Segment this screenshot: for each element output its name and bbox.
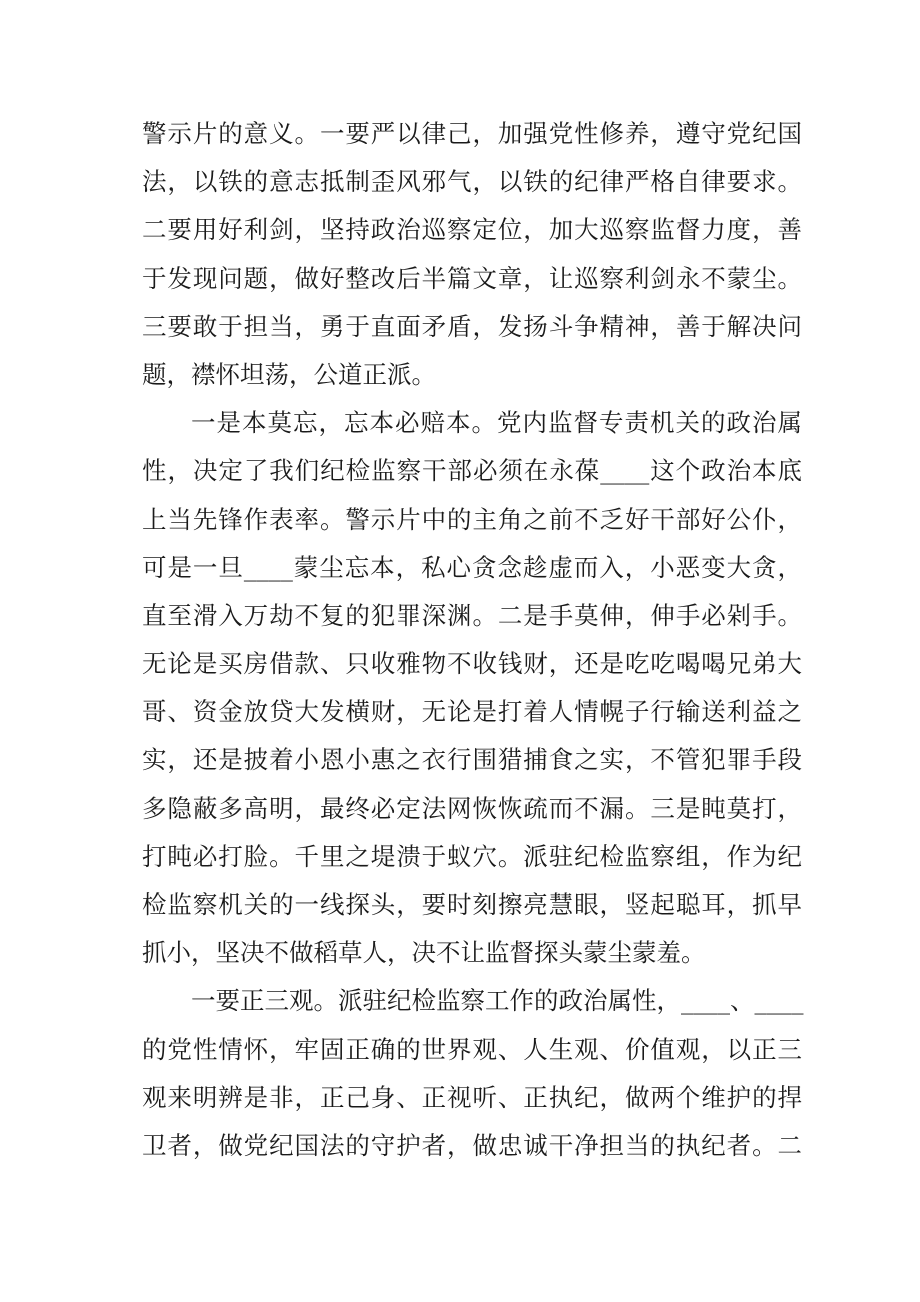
text-line: 警示片的意义。一要严以律己，加强党性修养，遵守党纪国 xyxy=(142,119,802,148)
text-line: 三要敢于担当，勇于直面矛盾，发扬斗争精神，善于解决问 xyxy=(142,311,802,341)
document-body xyxy=(142,110,802,1170)
text-line: 打盹必打脸。千里之堤溃于蚁穴。派驻纪检监察组，作为纪 xyxy=(142,841,802,871)
text-line: 上当先锋作表率。警示片中的主角之前不乏好干部好公仆， xyxy=(142,504,802,534)
text-line: 观来明辨是非，正己身、正视听、正执纪，做两个维护的捍 xyxy=(142,1082,802,1112)
text-line: 哥、资金放贷大发横财，无论是打着人情幌子行输送利益之 xyxy=(142,697,802,727)
text-line: 于发现问题，做好整改后半篇文章，让巡察利剑永不蒙尘。 xyxy=(142,263,802,293)
text-line: 卫者，做党纪国法的守护者，做忠诚干净担当的执纪者。二 xyxy=(142,1130,802,1160)
text-line: 一要正三观。派驻纪检监察工作的政治属性，____、____ xyxy=(191,986,804,1016)
text-line: 性，决定了我们纪检监察干部必须在永葆____这个政治本底 xyxy=(142,456,802,486)
text-line: 无论是买房借款、只收雅物不收钱财，还是吃吃喝喝兄弟大 xyxy=(142,649,802,679)
text-line: 法，以铁的意志抵制歪风邪气，以铁的纪律严格自律要求。 xyxy=(142,167,802,197)
text-line: 抓小，坚决不做稻草人，决不让监督探头蒙尘蒙羞。 xyxy=(142,938,706,968)
text-line: 二要用好利剑，坚持政治巡察定位，加大巡察监督力度，善 xyxy=(142,215,802,245)
text-line: 检监察机关的一线探头，要时刻擦亮慧眼，竖起聪耳，抓早 xyxy=(142,890,802,919)
text-line: 题，襟怀坦荡，公道正派。 xyxy=(142,359,436,389)
text-line: 可是一旦____蒙尘忘本，私心贪念趁虚而入，小恶变大贪， xyxy=(142,552,802,582)
text-line: 的党性情怀，牢固正确的世界观、人生观、价值观，以正三 xyxy=(142,1034,802,1064)
text-line: 多隐蔽多高明，最终必定法网恢恢疏而不漏。三是盹莫打， xyxy=(142,793,802,823)
text-line: 实，还是披着小恩小惠之衣行围猎捕食之实，不管犯罪手段 xyxy=(142,745,802,775)
text-line: 直至滑入万劫不复的犯罪深渊。二是手莫伸，伸手必剁手。 xyxy=(142,600,802,630)
text-line: 一是本莫忘，忘本必赔本。党内监督专责机关的政治属 xyxy=(191,408,802,438)
